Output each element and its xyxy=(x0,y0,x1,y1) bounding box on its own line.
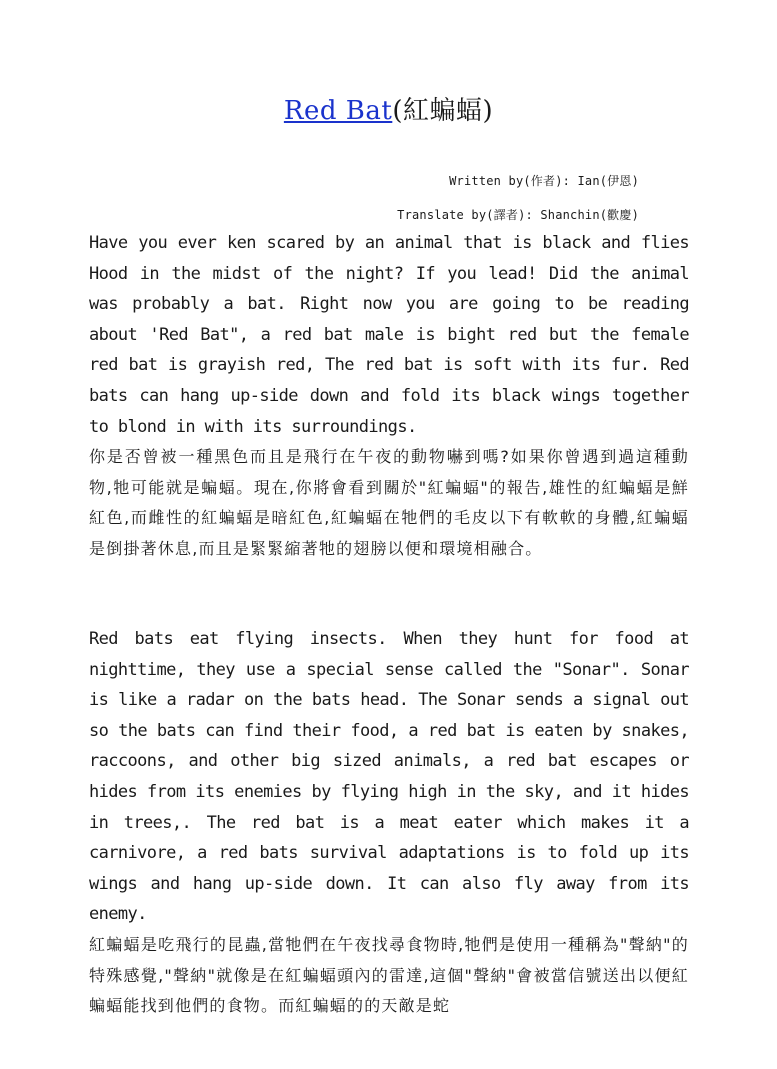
paragraph-2-chinese: 紅蝙蝠是吃飛行的昆蟲,當牠們在午夜找尋食物時,牠們是使用一種稱為"聲納"的特殊感覺,"聲納"就像是在紅蝙蝠頭內的雷達,這個"聲納"會被當信號送出以便紅蝙蝠能找到他們的食物。而紅蝙蝠的的天敵是蛇 xyxy=(89,934,689,1016)
title-suffix: (紅蝙蝠) xyxy=(392,96,494,126)
section-2 xyxy=(89,624,689,1022)
author-credit: Written by(作者): Ian(伊恩) xyxy=(449,174,639,188)
title-link[interactable]: Red Bat xyxy=(283,96,393,126)
paragraph-1-chinese: 你是否曾被一種黑色而且是飛行在午夜的動物嚇到嗎?如果你曾遇到過這種動物,牠可能就是蝙蝠。現在,你將會看到關於"紅蝙蝠"的報告,雄性的紅蝙蝠是鮮紅色,而雌性的紅蝙蝠是暗紅色,紅蝙蝠在牠們的毛皮以下有軟軟的身體,紅蝙蝠是倒掛著休息,而且是緊緊縮著牠的翅膀以便和環境相融合。 xyxy=(89,447,689,558)
section-1 xyxy=(89,228,689,565)
paragraph-2-english: Red bats eat flying insects. When they hunt for food at nighttime, they use a special sense called the "Sonar". Sonar is like a radar on the bats head. The Sonar sends a signal out so the bats can find their food, a red bat is eaten by snakes, raccoons, and other big sized animals, a red bat escapes or hides from its enemies by flying high in the sky, and it hides in trees,. The red bat is a meat eater which makes it a carnivore, a red bats survival adaptations is to fold up its wings and hang up-side down. It can also fly away from its enemy. xyxy=(89,629,689,925)
page-title xyxy=(0,90,777,127)
translator-credit: Translate by(譯者): Shanchin(歡慶) xyxy=(397,208,639,222)
paragraph-1-english: Have you ever ken scared by an animal that is black and flies Hood in the midst of the night? If you lead! Did the animal was probably a bat. Right now you are going to be reading about 'Red Bat", a red bat male is bight red but the female red bat is grayish red, The red bat is soft with its fur. Red bats can hang up-side down and fold its black wings together to blond in with its surroundings. xyxy=(89,233,689,437)
